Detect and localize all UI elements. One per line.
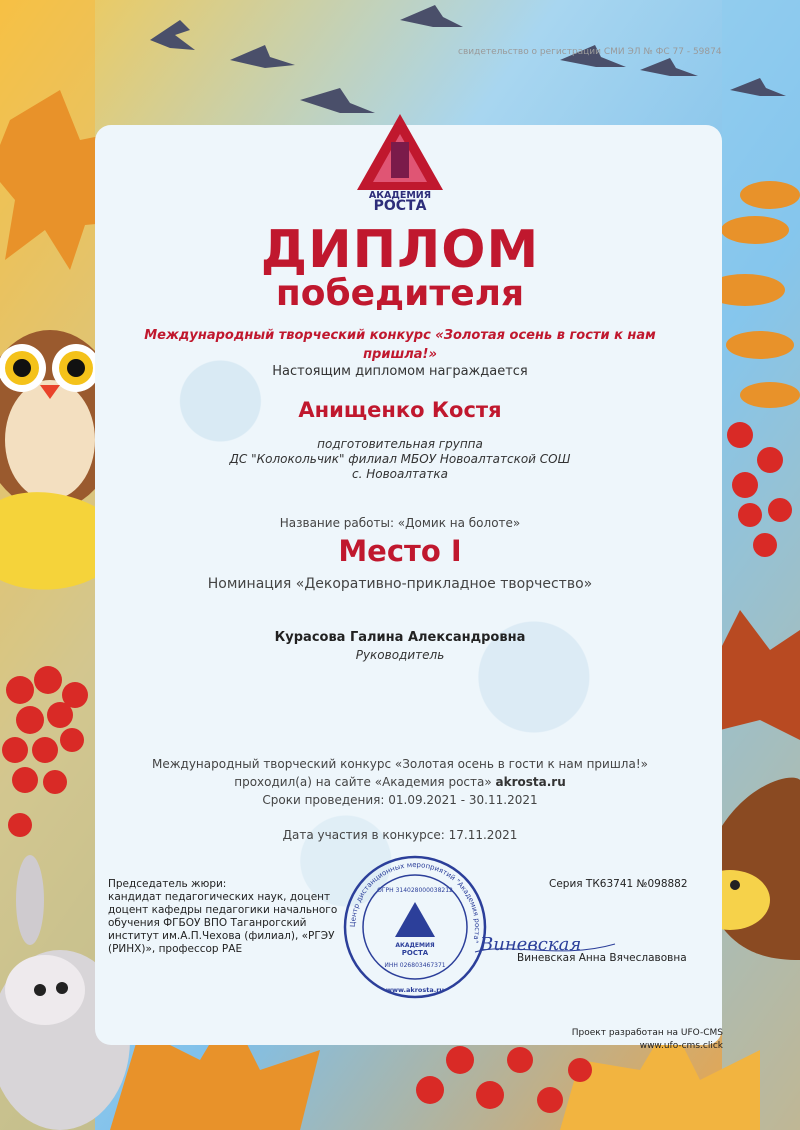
series-number: Серия ТК63741 №098882 — [549, 878, 688, 890]
awarded-text: Настоящим дипломом награждается — [272, 364, 528, 379]
signer-name: Виневская Анна Вячеславовна — [517, 952, 687, 964]
contest-name: Международный творческий конкурс «Золотая осень в гости к нам пришла!» — [144, 328, 656, 362]
svg-text:Виневская: Виневская — [480, 934, 582, 955]
recipient-name: Анищенко Костя — [298, 398, 502, 422]
leader-name: Курасова Галина Александровна — [274, 630, 526, 645]
stamp-site: www.akrosta.ru — [385, 986, 445, 994]
recipient-locality: с. Новоалтатка — [352, 467, 448, 481]
academy-logo-icon — [355, 112, 445, 192]
info-line1: Международный творческий конкурс «Золотая осень в гости к нам пришла!» — [151, 757, 648, 771]
recipient-group: подготовительная группа — [317, 437, 483, 451]
developer-link[interactable]: www.ufo-cms.click — [639, 1041, 723, 1051]
registration-note: свидетельство о регистрации СМИ ЭЛ № ФС 77 - 59874 — [458, 47, 722, 57]
info-line2: проходил(а) на сайте «Академия роста» akrosta.ru — [234, 775, 566, 789]
work-title: Название работы: «Домик на болоте» — [279, 516, 521, 530]
info-line3: Сроки проведения: 01.09.2021 - 30.11.2021 — [262, 793, 538, 807]
stamp-ogrn: ОГРН 314028000038212 — [377, 887, 453, 894]
recipient-organization: ДС "Колокольчик" филиал МБОУ Новоалтатской СОШ — [229, 452, 571, 466]
place-label: Место I — [338, 534, 462, 568]
stamp-ring-text: Центр дистанционных мероприятий "Академия роста" — [348, 860, 482, 944]
stamp-logo-line1: АКАДЕМИЯ — [395, 942, 435, 949]
official-stamp — [340, 852, 490, 1002]
diploma-title: ДИПЛОМ — [260, 220, 540, 280]
recipient-details — [0, 437, 800, 482]
contest-info — [0, 755, 800, 809]
diploma-subtitle: победителя — [275, 273, 525, 314]
nomination-label: Номинация «Декоративно-прикладное творчество» — [207, 576, 593, 592]
site-link[interactable]: akrosta.ru — [495, 775, 566, 789]
leader-role: Руководитель — [355, 648, 445, 662]
stamp-inn: ИНН 026803467371 — [384, 962, 446, 969]
academy-logo-text: АКАДЕМИЯ РОСТА — [368, 190, 432, 214]
participation-date: Дата участия в конкурсе: 17.11.2021 — [282, 828, 518, 842]
jury-block: Председатель жюри: кандидат педагогических наук, доцент доцент кафедры педагогики начального обучения ФГБОУ ВПО Таганрогский институт им.А.П.Чехова (филиал), «РГЭУ (РИНХ)», профессор РАЕ — [108, 878, 338, 955]
developer-note: Проект разработан на UFO-CMS www.ufo-cms.click — [571, 1028, 723, 1051]
stamp-logo-line2: РОСТА — [401, 949, 429, 957]
